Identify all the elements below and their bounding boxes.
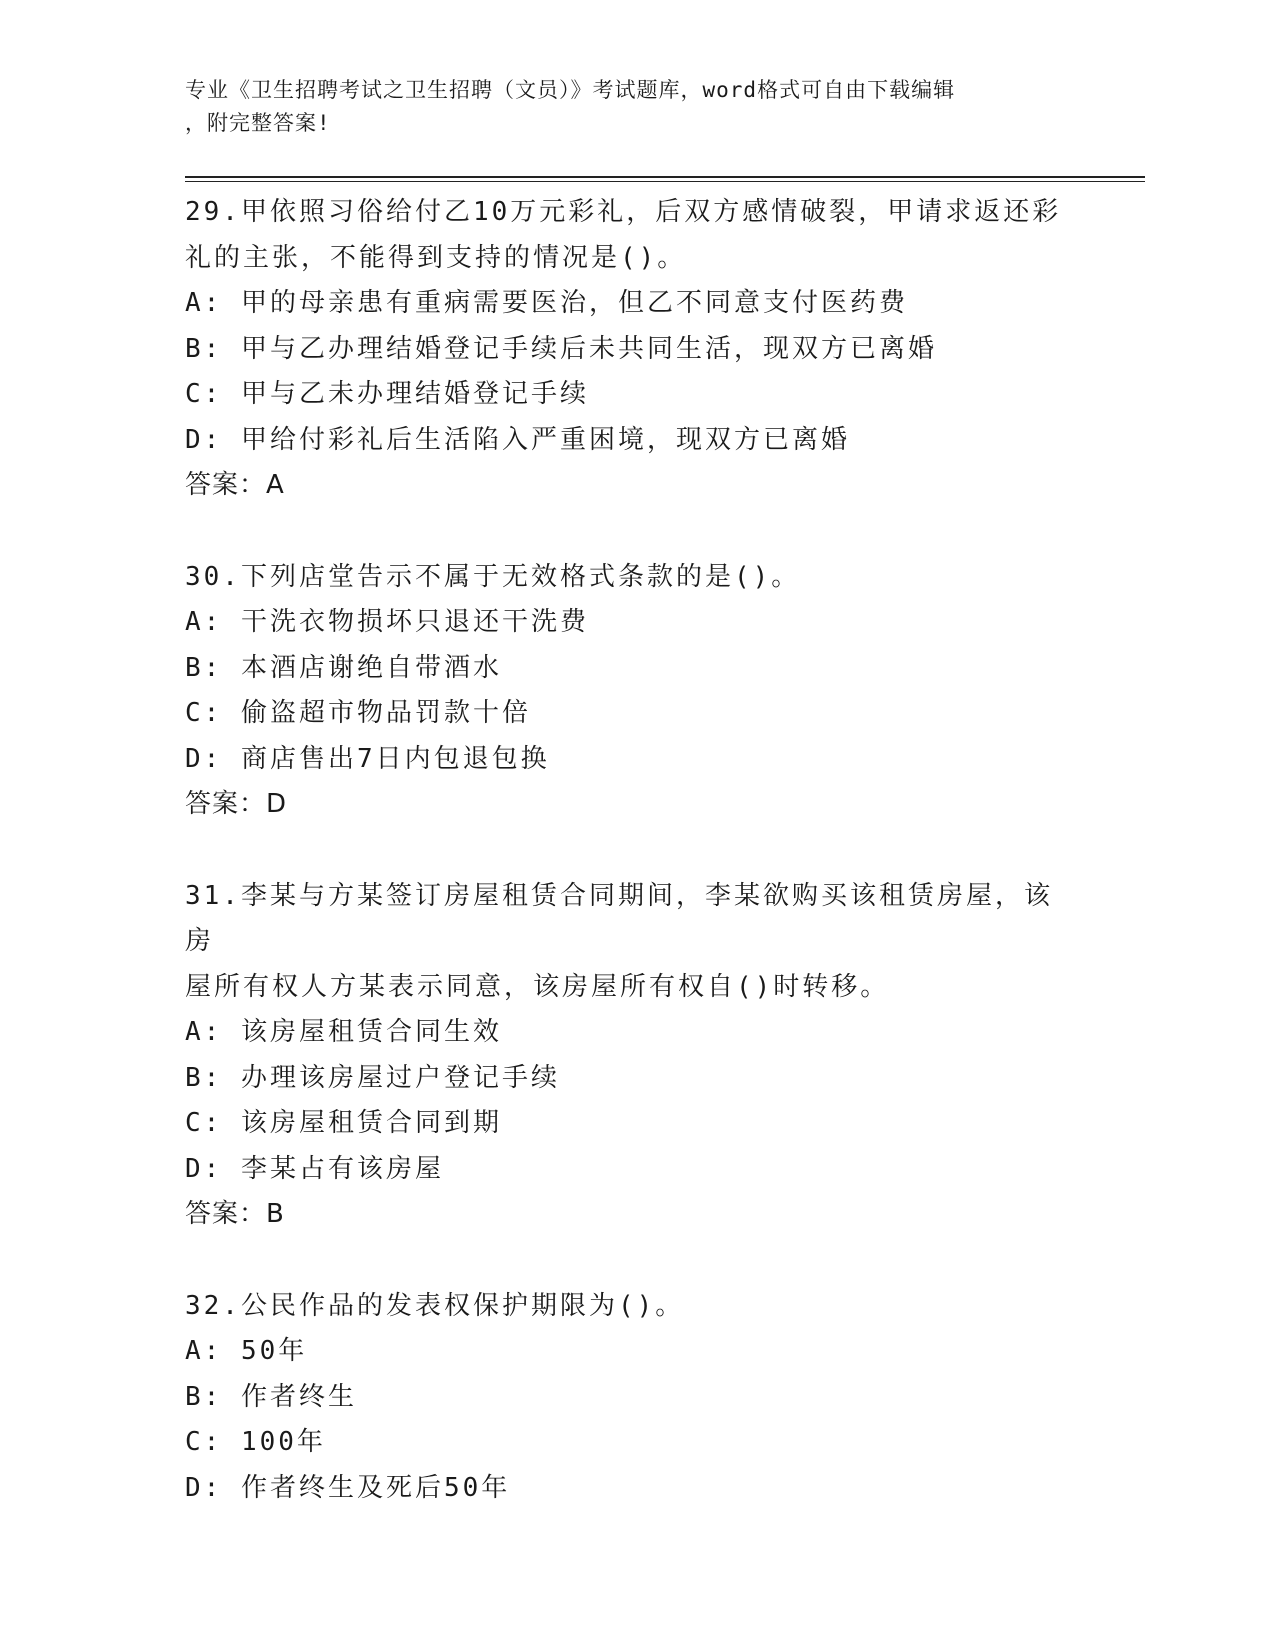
question-stem-line-2: 屋所有权人方某表示同意，该房屋所有权自()时转移。 — [185, 971, 890, 1002]
option-c: C: 该房屋租赁合同到期 — [185, 1108, 502, 1138]
header-line-2: ，附完整答案! — [185, 111, 331, 135]
option-c: C: 甲与乙未办理结婚登记手续 — [185, 379, 589, 409]
option-d: D: 作者终生及死后50年 — [185, 1472, 511, 1503]
option-b: B: 甲与乙办理结婚登记手续后未共同生活，现双方已离婚 — [185, 333, 937, 364]
option-b: B: 作者终生 — [185, 1381, 357, 1412]
option-c: C: 100年 — [185, 1427, 326, 1457]
option-a: A: 甲的母亲患有重病需要医治，但乙不同意支付医药费 — [185, 288, 908, 318]
question-32 — [185, 1284, 1075, 1512]
option-a: A: 该房屋租赁合同生效 — [185, 1017, 502, 1047]
header-divider-thick — [185, 176, 1145, 178]
answer-label: 答案：A — [185, 470, 285, 500]
question-31 — [185, 874, 1075, 1238]
option-a: A: 干洗衣物损坏只退还干洗费 — [185, 607, 589, 637]
option-d: D: 李某占有该房屋 — [185, 1153, 444, 1184]
question-30 — [185, 555, 1075, 828]
header-line-1: 专业《卫生招聘考试之卫生招聘（文员）》考试题库，word格式可自由下载编辑 — [185, 78, 956, 102]
option-d: D: 甲给付彩礼后生活陷入严重困境，现双方已离婚 — [185, 424, 850, 455]
question-stem-line-1: 32.公民作品的发表权保护期限为()。 — [185, 1290, 685, 1321]
option-d: D: 商店售出7日内包退包换 — [185, 743, 550, 774]
document-header — [185, 74, 1065, 140]
answer-label: 答案：D — [185, 789, 288, 819]
option-b: B: 办理该房屋过户登记手续 — [185, 1062, 560, 1093]
question-list — [185, 190, 1075, 1557]
question-stem-line-1: 31.李某与方某签订房屋租赁合同期间，李某欲购买该租赁房屋，该房 — [185, 880, 1053, 956]
answer-label: 答案：B — [185, 1199, 285, 1229]
question-29 — [185, 190, 1075, 509]
option-a: A: 50年 — [185, 1336, 308, 1366]
option-c: C: 偷盗超市物品罚款十倍 — [185, 698, 531, 728]
question-stem-line-1: 30.下列店堂告示不属于无效格式条款的是()。 — [185, 561, 801, 592]
option-b: B: 本酒店谢绝自带酒水 — [185, 652, 502, 683]
header-divider-thin — [185, 181, 1145, 182]
question-stem-line-2: 礼的主张，不能得到支持的情况是()。 — [185, 242, 687, 273]
question-stem-line-1: 29.甲依照习俗给付乙10万元彩礼，后双方感情破裂，甲请求返还彩 — [185, 197, 1062, 227]
